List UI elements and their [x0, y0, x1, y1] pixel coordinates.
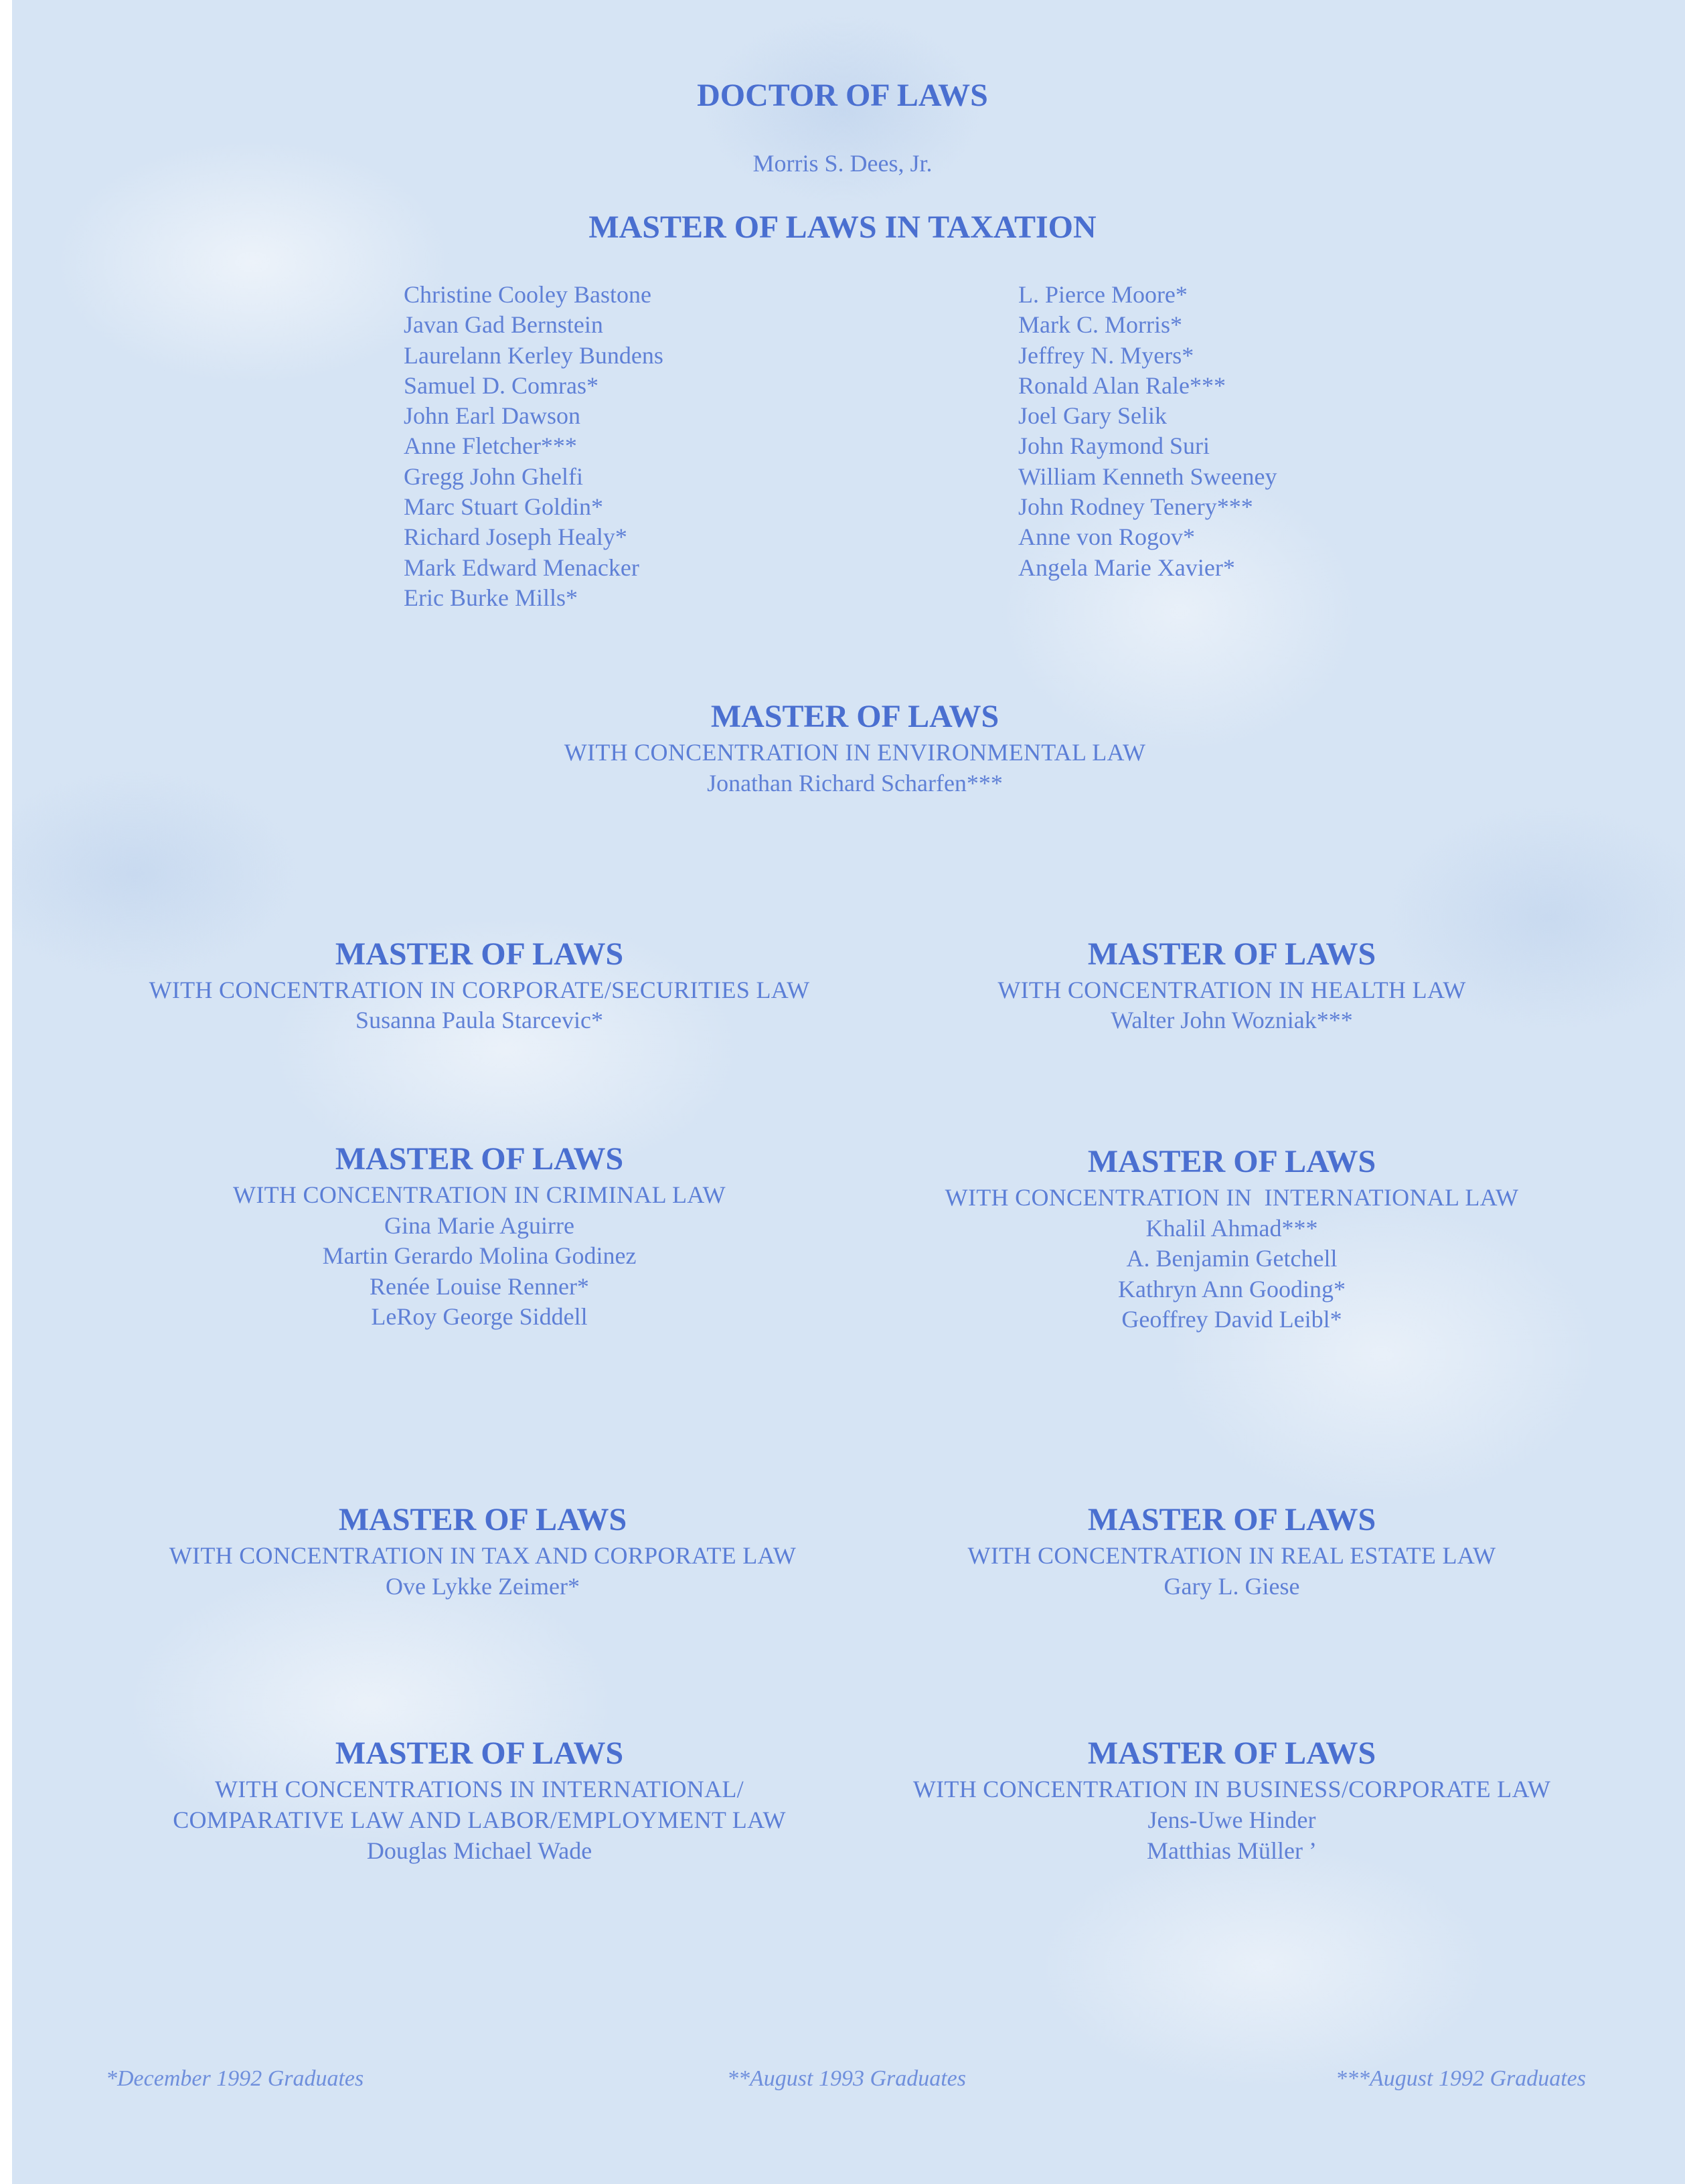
- list-item: William Kenneth Sweeney: [1018, 463, 1277, 490]
- footnote-december-1992: *December 1992 Graduates: [106, 2066, 364, 2091]
- tax-corporate-heading: MASTER OF LAWS: [338, 1502, 627, 1537]
- list-item: L. Pierce Moore*: [1018, 281, 1188, 308]
- list-item: Mark Edward Menacker: [404, 554, 639, 581]
- tax-corporate-concentration: WITH CONCENTRATION IN TAX AND CORPORATE LAW: [169, 1542, 797, 1569]
- corporate-securities-heading: MASTER OF LAWS: [335, 936, 624, 972]
- footnote-august-1993: **August 1993 Graduates: [727, 2066, 966, 2091]
- taxation-list-right: [1018, 280, 1277, 583]
- list-item: Christine Cooley Bastone: [404, 281, 651, 308]
- international-name: Geoffrey David Leibl*: [1121, 1306, 1342, 1333]
- criminal-heading: MASTER OF LAWS: [335, 1141, 624, 1177]
- intl-labor-concentration-line2: COMPARATIVE LAW AND LABOR/EMPLOYMENT LAW: [173, 1807, 786, 1833]
- list-item: Anne Fletcher***: [404, 432, 577, 460]
- list-item: Joel Gary Selik: [1018, 402, 1167, 430]
- list-item: Samuel D. Comras*: [404, 371, 598, 399]
- list-item: Ronald Alan Rale***: [1018, 371, 1226, 399]
- health-concentration: WITH CONCENTRATION IN HEALTH LAW: [997, 977, 1466, 1003]
- international-concentration: WITH CONCENTRATION IN INTERNATIONAL LAW: [945, 1184, 1519, 1211]
- scan-edge: [0, 0, 12, 2184]
- environmental-concentration: WITH CONCENTRATION IN ENVIRONMENTAL LAW: [564, 739, 1146, 766]
- business-corporate-heading: MASTER OF LAWS: [1087, 1736, 1376, 1771]
- list-item: Marc Stuart Goldin*: [404, 493, 603, 521]
- list-item: Javan Gad Bernstein: [404, 311, 603, 339]
- doctor-heading: DOCTOR OF LAWS: [697, 78, 988, 113]
- list-item: Eric Burke Mills*: [404, 584, 578, 611]
- business-corporate-name: Jens-Uwe Hinder: [1147, 1807, 1316, 1833]
- corporate-securities-concentration: WITH CONCENTRATION IN CORPORATE/SECURITIES LAW: [149, 977, 810, 1003]
- list-item: Anne von Rogov*: [1018, 523, 1195, 551]
- tax-corporate-name: Ove Lykke Zeimer*: [386, 1573, 580, 1600]
- doctor-name: Morris S. Dees, Jr.: [752, 150, 933, 177]
- list-item: John Earl Dawson: [404, 402, 580, 430]
- environmental-name: Jonathan Richard Scharfen***: [707, 770, 1003, 796]
- health-name: Walter John Wozniak***: [1111, 1007, 1353, 1033]
- list-item: Richard Joseph Healy*: [404, 523, 627, 551]
- criminal-name: LeRoy George Siddell: [371, 1303, 588, 1330]
- health-heading: MASTER OF LAWS: [1087, 936, 1376, 972]
- intl-labor-name: Douglas Michael Wade: [366, 1837, 592, 1864]
- business-corporate-name: Matthias Müller ’: [1147, 1837, 1317, 1864]
- list-item: Angela Marie Xavier*: [1018, 554, 1235, 581]
- list-item: John Raymond Suri: [1018, 432, 1210, 460]
- corporate-securities-name: Susanna Paula Starcevic*: [355, 1007, 603, 1033]
- criminal-name: Renée Louise Renner*: [370, 1273, 589, 1300]
- international-name: Khalil Ahmad***: [1145, 1215, 1318, 1242]
- footnote-august-1992: ***August 1992 Graduates: [1336, 2066, 1586, 2091]
- real-estate-name: Gary L. Giese: [1164, 1573, 1300, 1600]
- list-item: Gregg John Ghelfi: [404, 463, 583, 490]
- international-name: Kathryn Ann Gooding*: [1118, 1276, 1346, 1303]
- real-estate-concentration: WITH CONCENTRATION IN REAL ESTATE LAW: [967, 1542, 1496, 1569]
- international-heading: MASTER OF LAWS: [1087, 1144, 1376, 1179]
- list-item: John Rodney Tenery***: [1018, 493, 1253, 521]
- intl-labor-heading: MASTER OF LAWS: [335, 1736, 624, 1771]
- taxation-heading: MASTER OF LAWS IN TAXATION: [588, 209, 1097, 245]
- criminal-name: Martin Gerardo Molina Godinez: [322, 1242, 637, 1269]
- criminal-name: Gina Marie Aguirre: [384, 1212, 574, 1239]
- intl-labor-concentration-line1: WITH CONCENTRATIONS IN INTERNATIONAL/: [214, 1776, 744, 1802]
- taxation-list-left: [404, 280, 663, 613]
- real-estate-heading: MASTER OF LAWS: [1087, 1502, 1376, 1537]
- criminal-concentration: WITH CONCENTRATION IN CRIMINAL LAW: [233, 1181, 726, 1208]
- list-item: Mark C. Morris*: [1018, 311, 1182, 339]
- international-name: A. Benjamin Getchell: [1126, 1245, 1338, 1272]
- business-corporate-concentration: WITH CONCENTRATION IN BUSINESS/CORPORATE LAW: [912, 1776, 1551, 1802]
- environmental-heading: MASTER OF LAWS: [710, 699, 999, 734]
- list-item: Jeffrey N. Myers*: [1018, 341, 1194, 369]
- list-item: Laurelann Kerley Bundens: [404, 341, 663, 369]
